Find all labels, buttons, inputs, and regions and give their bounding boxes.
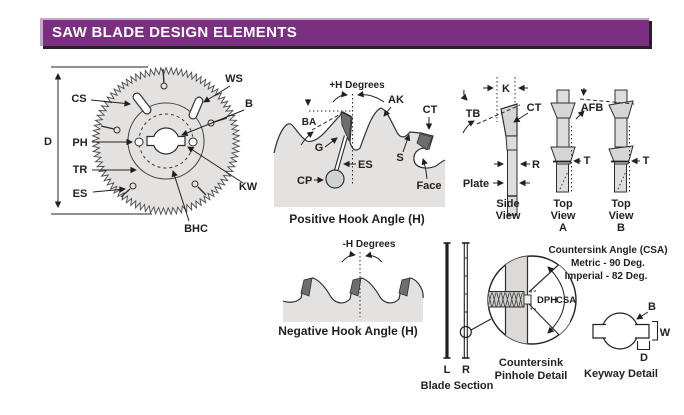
pin-tip — [524, 295, 531, 304]
label-plate: Plate — [462, 178, 490, 190]
threaded-pin — [486, 292, 524, 308]
label-ph: PH — [72, 137, 88, 149]
w-bracket — [652, 322, 658, 341]
label-ct-side: CT — [526, 102, 542, 114]
tva-plate-2 — [557, 164, 569, 192]
label-ct-hook: CT — [422, 104, 438, 116]
negative-hook-caption: Negative Hook Angle (H) — [278, 324, 418, 338]
label-neg-h-degrees: -H Degrees — [342, 239, 396, 250]
neg-angle-arrow-left — [342, 255, 355, 262]
side-tooth — [501, 104, 517, 136]
side-view-caption-1: Side — [496, 198, 520, 210]
label-tr: TR — [72, 164, 88, 176]
pos-angle-arrow-left — [333, 95, 347, 102]
side-mid-section — [506, 136, 517, 150]
label-cs: CS — [71, 93, 87, 105]
label-csa: CSA — [556, 295, 577, 306]
label-s: S — [396, 152, 404, 164]
keyway-bore-circle — [602, 313, 638, 349]
label-es-front: ES — [72, 188, 88, 200]
tvb-plate-2 — [615, 164, 627, 192]
label-bhc: BHC — [184, 223, 208, 235]
keyway-slot-right — [635, 325, 649, 339]
tva-plate-1 — [557, 118, 569, 147]
tva-caption-3: A — [559, 222, 567, 234]
tva-caption-1: Top — [553, 198, 573, 210]
label-keyway-b: B — [648, 301, 656, 313]
page-title: SAW BLADE DESIGN ELEMENTS — [52, 24, 298, 41]
blade-section-caption: Blade Section — [420, 380, 494, 392]
keyway-detail-diagram — [584, 301, 671, 380]
positive-hook-body — [274, 108, 445, 207]
label-g: G — [314, 142, 324, 154]
tvb-tip-top — [615, 90, 627, 103]
tvb-tooth-1 — [609, 101, 633, 118]
label-k: K — [502, 83, 510, 95]
side-view-diagram — [463, 77, 542, 222]
label-keyway-d: D — [640, 352, 648, 364]
label-pos-h-degrees: +H Degrees — [329, 80, 385, 91]
tvb-caption-1: Top — [611, 198, 631, 210]
label-afb: AFB — [580, 102, 604, 114]
pinhole-callout-circle — [460, 327, 471, 338]
label-dph: DPH — [537, 295, 558, 306]
tva-tip-top — [557, 90, 569, 103]
pin-hole-right — [189, 138, 197, 146]
tva-tooth-1 — [551, 103, 575, 118]
label-ba: BA — [301, 117, 317, 128]
countersink-caption-1: Countersink — [498, 357, 564, 369]
negative-hook-diagram — [278, 239, 423, 338]
label-face: Face — [416, 180, 442, 192]
label-r: R — [532, 159, 540, 171]
section-line-right — [462, 243, 470, 358]
countersink-note-1: Countersink Angle (CSA) — [548, 245, 668, 256]
label-tb: TB — [465, 108, 481, 120]
label-es-hook: ES — [358, 159, 373, 171]
countersink-caption-2: Pinhole Detail — [494, 370, 568, 382]
tvb-plate-1 — [615, 118, 627, 147]
label-l: L — [443, 364, 451, 376]
arrow-keyway-b — [637, 312, 648, 319]
label-cp: CP — [297, 175, 313, 187]
pinhole-callout-leader — [471, 319, 491, 330]
tva-caption-2: View — [550, 210, 576, 222]
label-kw: KW — [238, 181, 258, 193]
keyway-slot-left — [593, 325, 606, 339]
label-ws: WS — [225, 73, 243, 85]
positive-hook-diagram — [274, 80, 445, 226]
label-bore: B — [245, 98, 253, 110]
side-view-caption-2: View — [495, 210, 521, 222]
pos-angle-arrow-right — [358, 95, 384, 102]
neg-angle-arrow-right — [366, 256, 382, 262]
countersink-note-2: Metric - 90 Deg. — [571, 258, 645, 269]
label-keyway-w: W — [659, 327, 671, 339]
positive-hook-caption: Positive Hook Angle (H) — [289, 212, 425, 226]
label-r: R — [462, 364, 470, 376]
label-diameter: D — [44, 136, 52, 148]
countersink-note-3: Imperial - 82 Deg. — [564, 271, 648, 282]
tvb-caption-2: View — [608, 210, 634, 222]
label-ak: AK — [388, 94, 404, 106]
pin-hole-left — [135, 138, 143, 146]
blade-front-view — [44, 67, 258, 235]
blade-section-diagram — [421, 243, 494, 392]
label-t-a: T — [583, 155, 591, 167]
d-bracket — [638, 341, 650, 350]
keyway-caption: Keyway Detail — [584, 368, 658, 380]
label-t-b: T — [642, 155, 650, 167]
tvb-caption-3: B — [617, 222, 625, 234]
